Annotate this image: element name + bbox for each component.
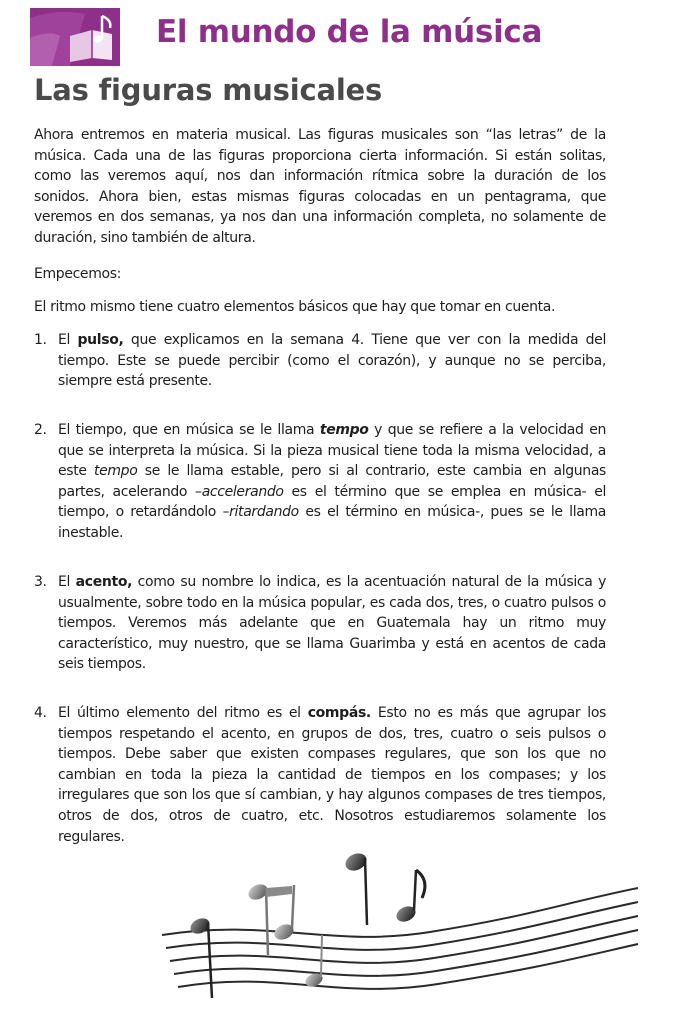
list-item <box>34 420 606 544</box>
list-item-text: El tiempo, que en música se le llama tempo y que se refiere a la velocidad en que se interpreta la música. Si la pieza musical tiene toda la misma velocidad, a este tempo se le llama estable, pero si al contrario, este cambia en algunas partes, acelerando –accelerando es el término que se emplea en música- el tiempo, o retardándolo –ritardando es el término en música-, pues se le llama inestable. <box>58 422 606 541</box>
intro-paragraph: Ahora entremos en materia musical. Las figuras musicales son “las letras” de la música. Cada una de las figuras proporciona cierta información. Si están solitas, como las veremos aquí, nos dan información rítmica sobre la duración de los sonidos. Ahora bien, estas mismas figuras colocadas en un pentagrama, que veremos en dos semanas, ya nos dan una información completa, no solamente de duración, sino también de altura. <box>34 127 606 246</box>
term-pulso: pulso, <box>77 332 124 348</box>
page-header <box>30 8 650 66</box>
list-item-text: El último elemento del ritmo es el compás. Esto no es más que agrupar los tiempos respetando el acento, en grupos de dos, tres, cuatro o seis pulsos o tiempos. Debe saber que existen compases regulares, que son los que no cambian en toda la pieza la cantidad de tiempos en los compases; y los irregulares que son los que sí cambian, y hay algunos compases de tres tiempos, otros de dos, otros de cuatro, etc. Nosotros estudiaremos solamente los regulares. <box>58 705 606 845</box>
section-title: Las figuras musicales <box>34 73 383 107</box>
list-item-number: 4. <box>34 705 47 721</box>
music-notes-staff-icon <box>160 840 640 1024</box>
term-tempo: tempo <box>319 422 369 438</box>
term-compas: compás. <box>307 705 371 721</box>
start-paragraph: Empecemos: <box>34 266 122 282</box>
list-item-text: El acento, como su nombre lo indica, es la acentuación natural de la música y usualmente, sobre todo en la música popular, es cada dos, tres, o cuatro pulsos o tiempos. Veremos más adelante que en Guatemala hay un ritmo muy característico, muy nuestro, que se llama Guarimba y está en acentos de cada seis tiempos. <box>58 574 607 673</box>
list-item <box>34 572 606 675</box>
term-acento: acento, <box>75 574 133 590</box>
list-item-number: 3. <box>34 574 47 590</box>
list-item-text: El pulso, que explicamos en la semana 4. Tiene que ver con la medida del tiempo. Este se puede percibir (como el corazón), y aunque no se perciba, siempre está presente. <box>58 332 606 390</box>
list-item-number: 1. <box>34 332 47 348</box>
list-item <box>34 330 606 392</box>
list-item-number: 2. <box>34 422 47 438</box>
music-book-icon <box>30 8 120 66</box>
list-item <box>34 703 606 847</box>
page-header-title: El mundo de la música <box>156 14 543 50</box>
rhythm-intro-paragraph: El ritmo mismo tiene cuatro elementos básicos que hay que tomar en cuenta. <box>34 299 556 315</box>
